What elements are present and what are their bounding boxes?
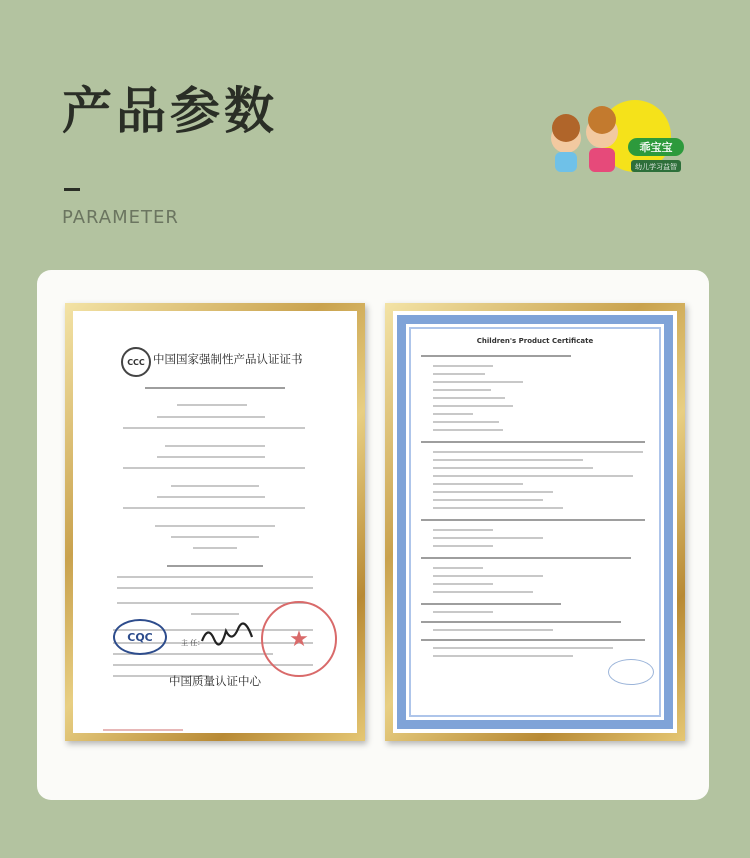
text-line [433, 575, 543, 577]
text-line [433, 499, 543, 501]
page-title: 产品参数 [62, 82, 278, 140]
text-line [123, 467, 305, 469]
text-line [433, 491, 553, 493]
certificate-heading-english: Children's Product Certificate [476, 337, 594, 345]
text-line [433, 629, 553, 631]
text-line [433, 591, 533, 593]
text-line [433, 611, 493, 613]
text-line [433, 373, 485, 375]
text-line [433, 413, 473, 415]
text-line [433, 459, 583, 461]
text-line [157, 416, 265, 418]
certificate-paper-cpc [393, 311, 677, 733]
text-line [117, 576, 313, 578]
issuer-name: 中国质量认证中心 [169, 674, 261, 688]
text-line [157, 456, 265, 458]
text-line [171, 536, 259, 538]
text-line [433, 483, 523, 485]
text-line [421, 519, 645, 521]
text-line [433, 529, 493, 531]
text-line [433, 405, 513, 407]
text-line [123, 427, 305, 429]
page-subtitle: PARAMETER [62, 207, 179, 228]
certificate-frame-cpc [385, 303, 685, 741]
certificate-heading: 中国国家强制性产品认证证书 [153, 352, 303, 366]
text-line [165, 445, 265, 447]
text-line [433, 545, 493, 547]
title-divider [64, 188, 80, 191]
text-line [123, 507, 305, 509]
signature-label: 主 任： [181, 639, 205, 647]
text-line [421, 639, 645, 641]
text-line [433, 583, 493, 585]
text-line [155, 525, 275, 527]
text-line [433, 537, 543, 539]
ccc-mark-icon: CCC [121, 347, 151, 377]
text-line [433, 467, 593, 469]
certificate-inner-border [409, 327, 661, 717]
text-line [177, 404, 247, 406]
text-line [421, 603, 561, 605]
stamp-icon [608, 659, 654, 685]
text-line [421, 355, 571, 357]
text-line [145, 387, 285, 389]
red-seal-icon: ★ [261, 601, 337, 677]
text-line [433, 655, 573, 657]
text-line [421, 621, 621, 623]
text-line [117, 602, 307, 604]
text-line [433, 451, 643, 453]
text-line [103, 729, 183, 731]
logo-tagline: 幼儿学习益智 [635, 163, 677, 171]
text-line [433, 397, 505, 399]
signature-icon [198, 621, 256, 649]
cqc-mark-icon: CQC [113, 619, 167, 655]
text-line [433, 421, 499, 423]
logo-brand-text: 乖宝宝 [639, 141, 673, 154]
text-line [167, 565, 263, 567]
text-line [421, 441, 645, 443]
certificate-frame-ccc [65, 303, 365, 741]
text-line [433, 647, 613, 649]
certificate-paper-ccc [73, 311, 357, 733]
text-line [433, 365, 493, 367]
text-line [433, 507, 563, 509]
text-line [157, 496, 265, 498]
text-line [433, 381, 523, 383]
brand-logo [538, 98, 688, 184]
text-line [191, 613, 239, 615]
text-line [433, 429, 503, 431]
text-line [421, 557, 631, 559]
text-line [433, 389, 491, 391]
text-line [171, 485, 259, 487]
text-line [117, 587, 313, 589]
text-line [433, 567, 483, 569]
text-line [193, 547, 237, 549]
text-line [433, 475, 633, 477]
